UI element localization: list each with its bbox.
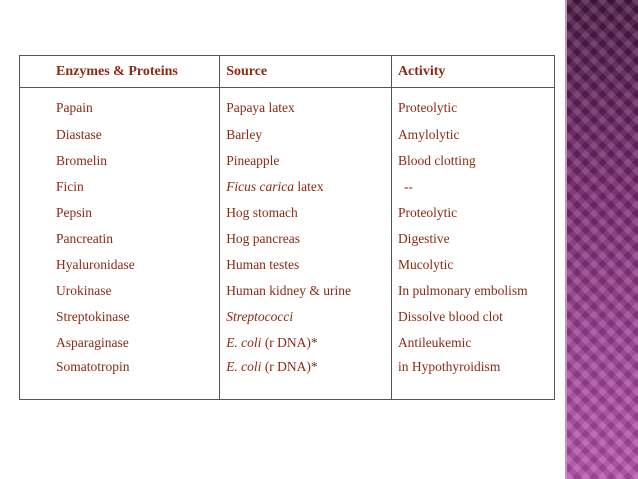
source-suffix-text: (r DNA)* — [261, 359, 318, 374]
table-row — [20, 278, 555, 304]
cell-activity: Mucolytic — [391, 252, 554, 278]
source-text: Hog stomach — [226, 205, 298, 220]
cell-activity: in Hypothyroidism — [391, 356, 554, 400]
table-row — [20, 200, 555, 226]
cell-source — [220, 148, 392, 174]
cell-source — [220, 226, 392, 252]
source-suffix-text: (r DNA)* — [261, 335, 318, 350]
cell-enzyme: Bromelin — [20, 148, 220, 174]
source-italic-text: Streptococci — [226, 309, 294, 324]
source-text: Human kidney & urine — [226, 283, 352, 298]
source-text: Pineapple — [226, 153, 280, 168]
cell-activity: Amylolytic — [391, 122, 554, 148]
cell-enzyme: Asparaginase — [20, 330, 220, 356]
table-row — [20, 252, 555, 278]
cell-activity: Proteolytic — [391, 200, 554, 226]
source-italic-text: E. coli — [226, 359, 262, 374]
cell-enzyme: Pepsin — [20, 200, 220, 226]
cell-enzyme: Papain — [20, 88, 220, 123]
source-italic-text: E. coli — [226, 335, 262, 350]
cell-activity: Digestive — [391, 226, 554, 252]
cell-source — [220, 252, 392, 278]
cell-activity: Proteolytic — [391, 88, 554, 123]
cell-enzyme: Somatotropin — [20, 356, 220, 400]
cell-source — [220, 330, 392, 356]
cell-enzyme: Streptokinase — [20, 304, 220, 330]
source-text: Hog pancreas — [226, 231, 301, 246]
cell-source — [220, 200, 392, 226]
cell-enzyme: Ficin — [20, 174, 220, 200]
decorative-side-panel — [567, 0, 638, 479]
table-row — [20, 174, 555, 200]
table-row — [20, 122, 555, 148]
cell-activity: Antileukemic — [391, 330, 554, 356]
source-text: Human testes — [226, 257, 300, 272]
cell-enzyme: Urokinase — [20, 278, 220, 304]
cell-enzyme: Hyaluronidase — [20, 252, 220, 278]
source-italic-text: Ficus carica — [226, 179, 295, 194]
header-source: Source — [220, 56, 392, 88]
cell-activity: Dissolve blood clot — [391, 304, 554, 330]
header-enzymes: Enzymes & Proteins — [20, 56, 220, 88]
cell-source — [220, 278, 392, 304]
table-row — [20, 88, 555, 123]
cell-activity: -- — [391, 174, 554, 200]
source-text: Barley — [226, 127, 263, 142]
table-row — [20, 330, 555, 356]
table-row — [20, 356, 555, 400]
cell-enzyme: Diastase — [20, 122, 220, 148]
cell-source — [220, 88, 392, 123]
cell-activity: Blood clotting — [391, 148, 554, 174]
source-text: Papaya latex — [226, 100, 295, 115]
table-row — [20, 148, 555, 174]
cell-source — [220, 174, 392, 200]
header-activity: Activity — [391, 56, 554, 88]
cell-source — [220, 304, 392, 330]
enzymes-table — [19, 55, 555, 400]
table-row — [20, 226, 555, 252]
table-header-row — [20, 56, 555, 88]
table-row — [20, 304, 555, 330]
cell-source — [220, 122, 392, 148]
source-suffix-text: latex — [294, 179, 324, 194]
cell-enzyme: Pancreatin — [20, 226, 220, 252]
cell-activity: In pulmonary embolism — [391, 278, 554, 304]
cell-source — [220, 356, 392, 400]
